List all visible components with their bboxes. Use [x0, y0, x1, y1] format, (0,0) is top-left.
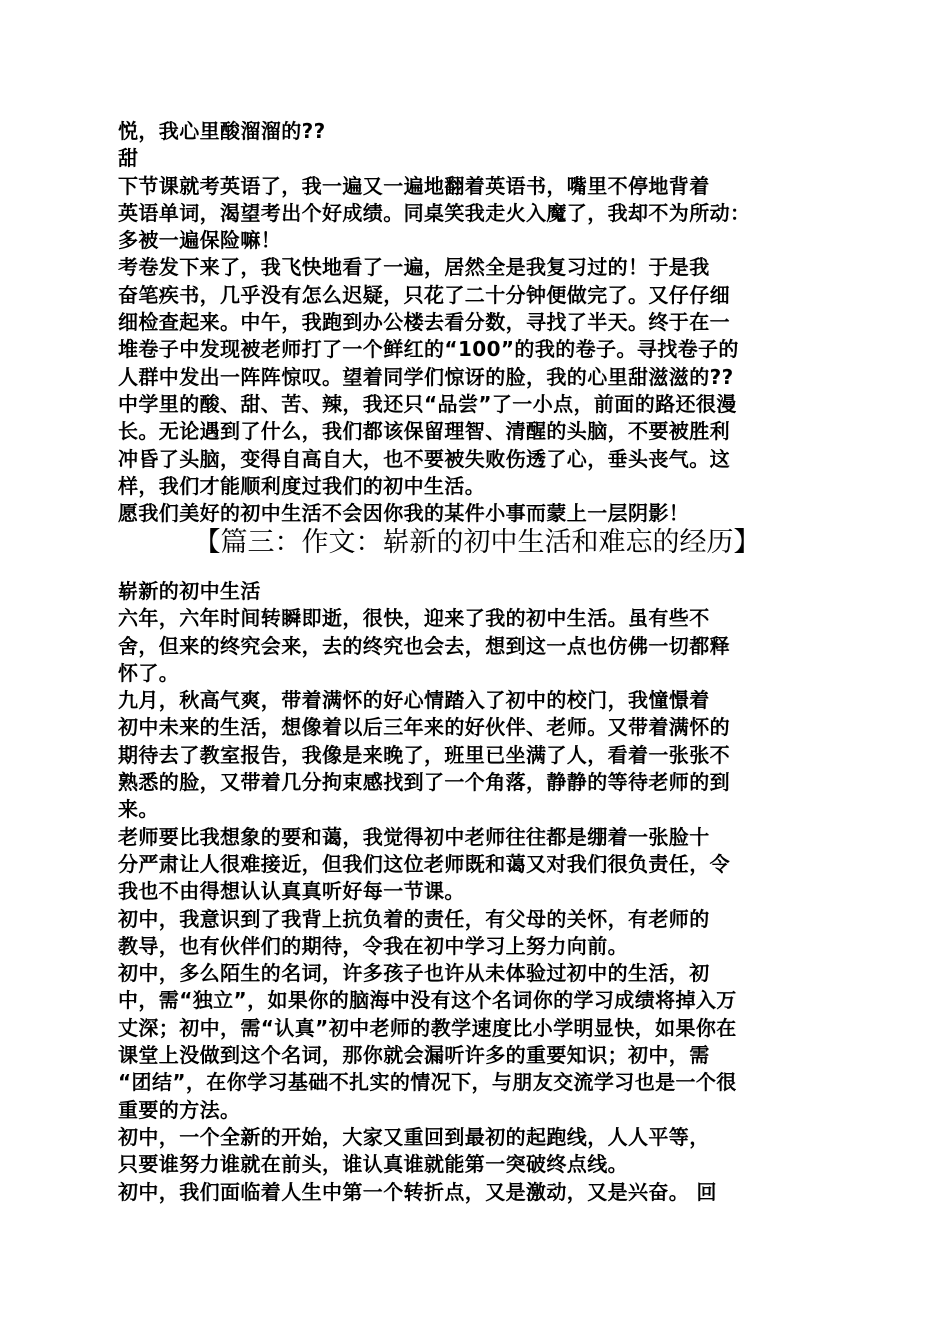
- paragraph-line: 冲昏了头脑，变得自高自大，也不要被失败伤透了心，垂头丧气。这: [118, 446, 730, 471]
- paragraph-line: 细检查起来。中午，我跑到办公楼去看分数，寻找了半天。终于在一: [118, 310, 730, 335]
- paragraph-line: 六年，六年时间转瞬即逝，很快，迎来了我的初中生活。虽有些不: [118, 606, 710, 631]
- essay-title: 崭新的初中生活: [118, 579, 261, 603]
- paragraph-line: 教导，也有伙伴们的期待，令我在初中学习上努力向前。: [118, 933, 628, 958]
- section-three-body: [118, 578, 836, 1206]
- paragraph-line: 来。: [118, 797, 159, 822]
- section-two-tail: [118, 118, 836, 527]
- paragraph-line: 样，我们才能顺利度过我们的初中生活。: [118, 473, 486, 498]
- paragraph-line: 怀了。: [118, 660, 180, 685]
- paragraph-line: 甜: [118, 146, 139, 171]
- paragraph-line: 老师要比我想象的要和蔼，我觉得初中老师往往都是绷着一张脸十: [118, 824, 710, 849]
- paragraph-line: 初中，一个全新的开始，大家又重回到最初的起跑线，人人平等，: [118, 1124, 710, 1149]
- paragraph-line: 期待去了教室报告，我像是来晚了，班里已坐满了人，看着一张张不: [118, 742, 730, 767]
- paragraph-line: 只要谁努力谁就在前头，谁认真谁就能第一突破终点线。: [118, 1152, 628, 1177]
- paragraph-line: 考卷发下来了，我飞快地看了一遍，居然全是我复习过的！于是我: [118, 255, 710, 280]
- section-heading: 【篇三：作文：崭新的初中生活和难忘的经历】: [193, 527, 761, 558]
- paragraph-line: 我也不由得想认认真真听好每一节课。: [118, 879, 465, 904]
- paragraph-line: 愿我们美好的初中生活不会因你我的某件小事而蒙上一层阴影！: [118, 501, 690, 526]
- paragraph-line: 长。无论遇到了什么，我们都该保留理智、清醒的头脑，不要被胜利: [118, 419, 730, 444]
- paragraph-line: 课堂上没做到这个名词，那你就会漏听许多的重要知识；初中，需: [118, 1043, 710, 1068]
- paragraph-line: 分严肃让人很难接近，但我们这位老师既和蔼又对我们很负责任，令: [118, 851, 730, 876]
- paragraph-line: 九月，秋高气爽，带着满怀的好心情踏入了初中的校门，我憧憬着: [118, 688, 710, 713]
- paragraph-line: 多被一遍保险嘛！: [118, 228, 282, 253]
- paragraph-line: 初中，我意识到了我背上抗负着的责任，有父母的关怀，有老师的: [118, 906, 710, 931]
- paragraph-line: “团结”，在你学习基础不扎实的情况下，与朋友交流学习也是一个很: [118, 1070, 737, 1095]
- paragraph-line: 初中未来的生活，想像着以后三年来的好伙伴、老师。又带着满怀的: [118, 715, 730, 740]
- paragraph-line: 初中，我们面临着人生中第一个转折点，又是激动，又是兴奋。 回: [118, 1179, 717, 1204]
- paragraph-line: 奋笔疾书，几乎没有怎么迟疑，只花了二十分钟便做完了。又仔仔细: [118, 282, 730, 307]
- paragraph-line: 堆卷子中发现被老师打了一个鲜红的“100”的我的卷子。寻找卷子的: [118, 337, 739, 362]
- paragraph-line: 人群中发出一阵阵惊叹。望着同学们惊讶的脸，我的心里甜滋滋的??: [118, 364, 734, 389]
- paragraph-line: 舍，但来的终究会来，去的终究也会去，想到这一点也仿佛一切都释: [118, 633, 730, 658]
- paragraph-line: 英语单词，渴望考出个好成绩。同桌笑我走火入魔了，我却不为所动：: [118, 200, 751, 225]
- paragraph-line: 丈深；初中，需“认真”初中老师的教学速度比小学明显快，如果你在: [118, 1015, 737, 1040]
- paragraph-line: 下节课就考英语了，我一遍又一遍地翻着英语书，嘴里不停地背着: [118, 173, 710, 198]
- paragraph-line: 悦，我心里酸溜溜的??: [118, 119, 326, 143]
- paragraph-line: 熟悉的脸，又带着几分拘束感找到了一个角落，静静的等待老师的到: [118, 770, 730, 795]
- paragraph-line: 中，需“独立”，如果你的脑海中没有这个名词你的学习成绩将掉入万: [118, 988, 737, 1013]
- paragraph-line: 初中，多么陌生的名词，许多孩子也许从未体验过初中的生活，初: [118, 961, 710, 986]
- paragraph-line: 重要的方法。: [118, 1097, 241, 1122]
- paragraph-line: 中学里的酸、甜、苦、辣，我还只“品尝”了一小点，前面的路还很漫: [118, 391, 737, 416]
